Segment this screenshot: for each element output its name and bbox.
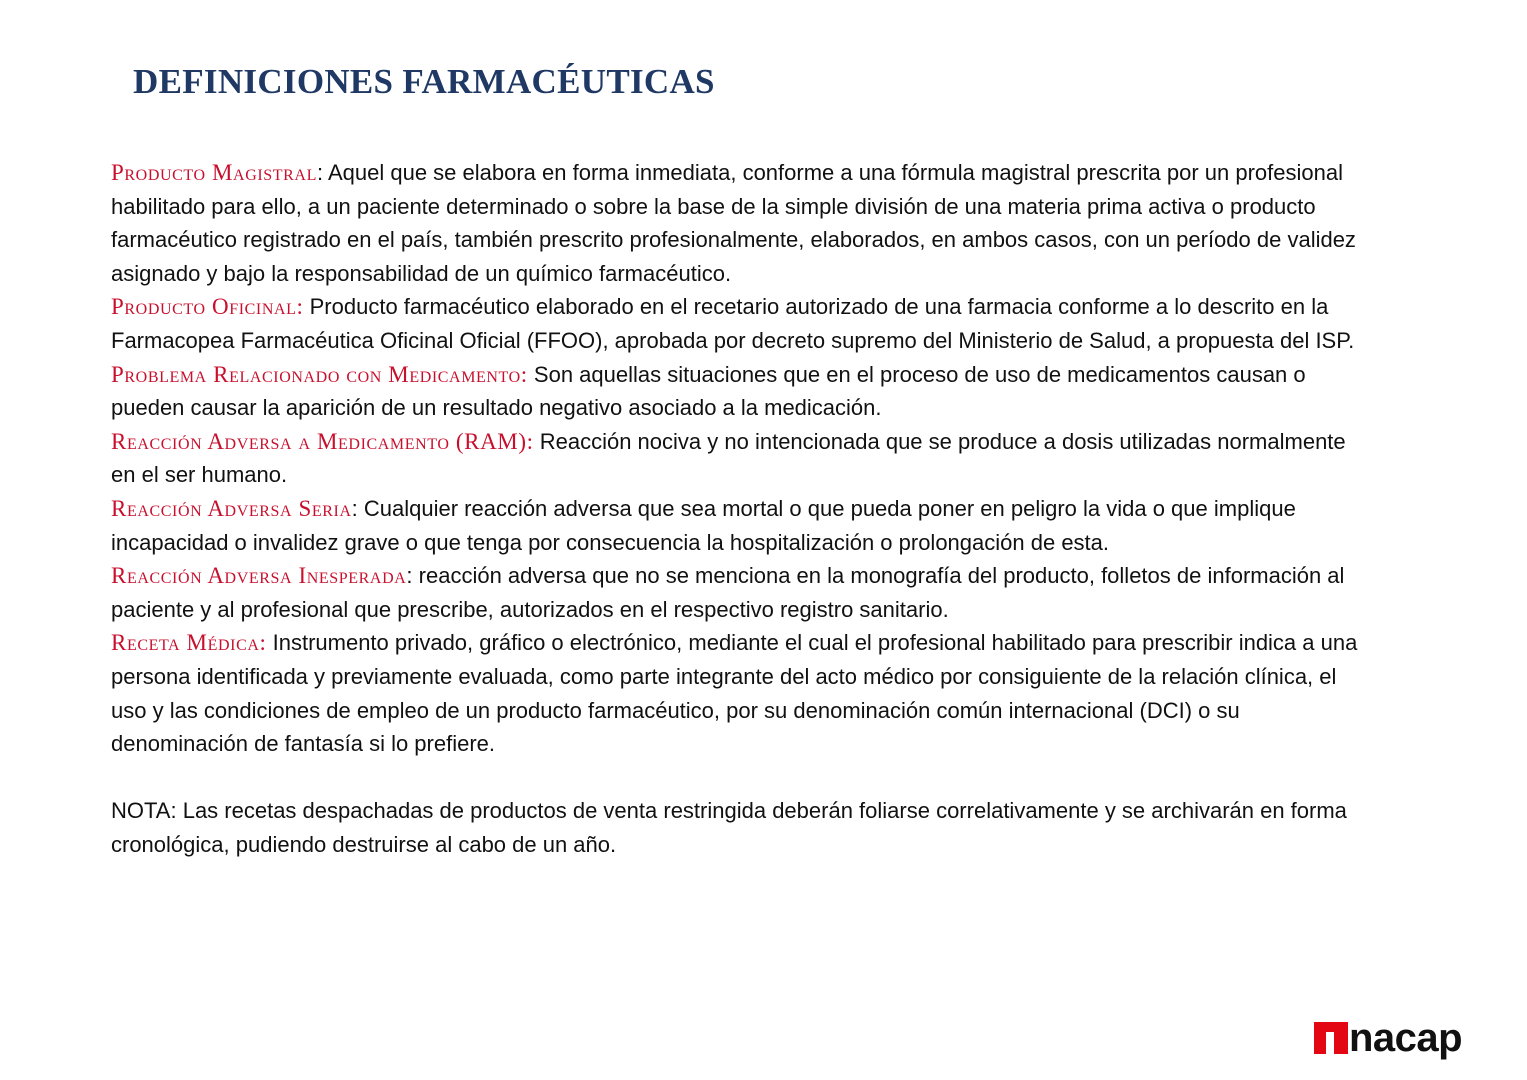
- definition-text: Aquel que se elabora en forma inmediata, conforme a una fórmula magistral prescrita por un profesional habilitado para ello, a un paciente determinado o sobre la base de la simple división de una materia prima activa o producto farmacéutico registrado en el país, también prescrito profesionalmente, elaborados, en ambos casos, con un período de validez asignado y bajo la responsabilidad de un químico farmacéutico.: [111, 160, 1356, 286]
- logo-red-square-icon: [1314, 1022, 1348, 1054]
- page-title: DEFINICIONES FARMACÉUTICAS: [133, 62, 715, 101]
- note-paragraph: NOTA: Las recetas despachadas de productos de venta restringida deberán foliarse correlativamente y se archivarán en forma cronológica, pudiendo destruirse al cabo de un año.: [111, 798, 1347, 857]
- logo-text: nacap: [1349, 1016, 1463, 1060]
- definition-producto-oficinal: [111, 290, 1373, 357]
- definition-text: Instrumento privado, gráfico o electrónico, mediante el cual el profesional habilitado para prescribir indica a una persona identificada y previamente evaluada, como parte integrante del acto médico por consiguiente de la relación clínica, el uso y las condiciones de empleo de un producto farmacéutico, por su denominación común internacional (DCI) o su denominación de fantasía si lo prefiere.: [111, 630, 1358, 757]
- definition-producto-magistral: [111, 156, 1373, 290]
- definition-term: Problema Relacionado con Medicamento: [111, 361, 521, 387]
- definition-reaccion-seria: [111, 492, 1373, 559]
- definition-prm: [111, 358, 1373, 425]
- separator: :: [526, 428, 534, 454]
- definition-term: Reacción Adversa a Medicamento (RAM): [111, 428, 527, 454]
- inacap-logo: [1314, 1016, 1463, 1060]
- definitions-body: [111, 156, 1373, 861]
- definition-text: reacción adversa que no se menciona en la monografía del producto, folletos de información al paciente y al profesional que prescribe, autorizados en el respectivo registro sanitario.: [111, 563, 1345, 622]
- separator: :: [406, 563, 413, 589]
- definition-text: Reacción nociva y no intencionada que se produce a dosis utilizadas normalmente en el ser humano.: [111, 428, 1346, 488]
- separator: :: [316, 160, 324, 185]
- separator: :: [520, 361, 528, 387]
- definition-receta-medica: [111, 626, 1373, 760]
- separator: :: [259, 630, 267, 656]
- definition-term: Reacción Adversa Seria: [111, 495, 352, 521]
- separator: :: [351, 495, 358, 521]
- definition-reaccion-inesperada: [111, 559, 1373, 626]
- definition-term: Receta Médica: [111, 630, 260, 656]
- definition-ram: [111, 425, 1373, 492]
- definition-term: Producto Oficinal: [111, 294, 297, 320]
- definition-term: Producto Magistral: [111, 160, 317, 185]
- definition-text: Producto farmacéutico elaborado en el recetario autorizado de una farmacia conforme a lo descrito en la Farmacopea Farmacéutica Oficinal Oficial (FFOO), aprobada por decreto supremo del Ministerio de Salud, a propuesta del ISP.: [111, 294, 1355, 353]
- definition-text: Son aquellas situaciones que en el proceso de uso de medicamentos causan o pueden causar la aparición de un resultado negativo asociado a la medicación.: [111, 361, 1306, 421]
- separator: :: [296, 294, 304, 320]
- definition-term: Reacción Adversa Inesperada: [111, 563, 407, 589]
- definition-text: Cualquier reacción adversa que sea mortal o que pueda poner en peligro la vida o que implique incapacidad o invalidez grave o que tenga por consecuencia la hospitalización o prolongación de esta.: [111, 495, 1296, 555]
